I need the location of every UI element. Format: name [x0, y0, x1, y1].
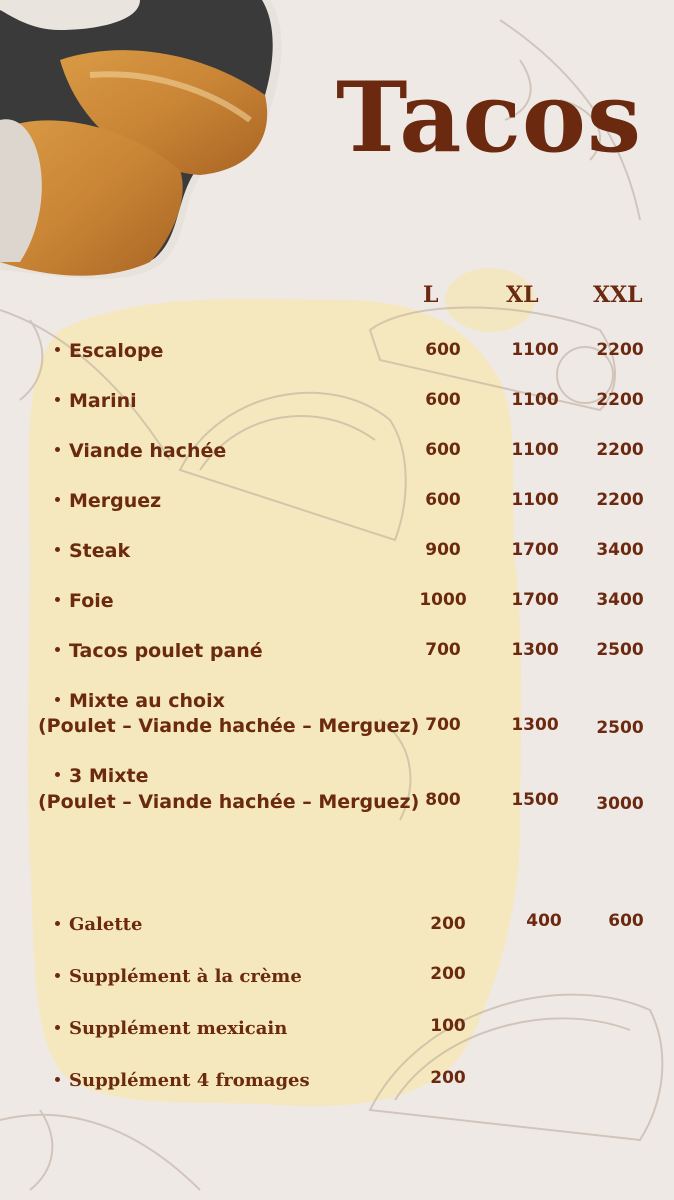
price-xxl: 2200 [596, 340, 644, 360]
price-l: 600 [425, 440, 461, 460]
price-l: 600 [425, 340, 461, 360]
item-name: Viande hachée [55, 440, 226, 462]
item-name: Foie [55, 590, 114, 612]
column-header-xl: XL [506, 282, 539, 308]
price-xl: 1500 [511, 790, 559, 810]
price-xl: 1100 [511, 490, 559, 510]
price-l: 600 [425, 390, 461, 410]
price-xxl: 2500 [596, 718, 644, 738]
column-header-xxl: XXL [593, 282, 643, 308]
price-xxl: 2200 [596, 490, 644, 510]
price-l: 600 [425, 490, 461, 510]
item-name: Marini [55, 390, 137, 412]
item-name: Mixte au choix [55, 690, 225, 712]
page-title: Tacos [336, 61, 642, 174]
price-l: 700 [425, 715, 461, 735]
price-xl: 1100 [511, 440, 559, 460]
price-xxl: 3400 [596, 540, 644, 560]
price-l: 200 [430, 914, 466, 934]
extra-name: Supplément 4 fromages [55, 1070, 310, 1091]
price-xxl: 2500 [596, 640, 644, 660]
item-name: Tacos poulet pané [55, 640, 263, 662]
bullet-icon [55, 647, 60, 652]
bullet-icon [55, 1077, 60, 1082]
bullet-icon [55, 921, 60, 926]
price-l: 100 [430, 1016, 466, 1036]
item-note: (Poulet – Viande hachée – Merguez) [38, 715, 420, 737]
price-xl: 1700 [511, 590, 559, 610]
bullet-icon [55, 697, 60, 702]
price-xl: 1300 [511, 715, 559, 735]
bullet-icon [55, 597, 60, 602]
price-xl: 1700 [511, 540, 559, 560]
item-name: Merguez [55, 490, 161, 512]
price-xxl: 2200 [596, 440, 644, 460]
price-l: 700 [425, 640, 461, 660]
price-xl: 1100 [511, 390, 559, 410]
price-xxl: 3400 [596, 590, 644, 610]
column-header-l: L [423, 282, 439, 308]
price-l: 200 [430, 1068, 466, 1088]
bullet-icon [55, 1025, 60, 1030]
extra-name: Galette [55, 914, 142, 935]
price-l: 1000 [419, 590, 467, 610]
extra-name: Supplément à la crème [55, 966, 302, 987]
bullet-icon [55, 497, 60, 502]
item-note: (Poulet – Viande hachée – Merguez) [38, 791, 420, 813]
price-xl: 400 [526, 911, 562, 931]
bullet-icon [55, 772, 60, 777]
item-name: 3 Mixte [55, 765, 148, 787]
price-xxl: 3000 [596, 794, 644, 814]
extra-name: Supplément mexicain [55, 1018, 287, 1039]
bullet-icon [55, 973, 60, 978]
price-l: 900 [425, 540, 461, 560]
price-l: 200 [430, 964, 466, 984]
price-xxl: 2200 [596, 390, 644, 410]
bullet-icon [55, 547, 60, 552]
price-xl: 1300 [511, 640, 559, 660]
price-xxl: 600 [608, 911, 644, 931]
item-name: Steak [55, 540, 130, 562]
price-l: 800 [425, 790, 461, 810]
bullet-icon [55, 447, 60, 452]
bullet-icon [55, 397, 60, 402]
item-name: Escalope [55, 340, 163, 362]
bullet-icon [55, 347, 60, 352]
price-xl: 1100 [511, 340, 559, 360]
